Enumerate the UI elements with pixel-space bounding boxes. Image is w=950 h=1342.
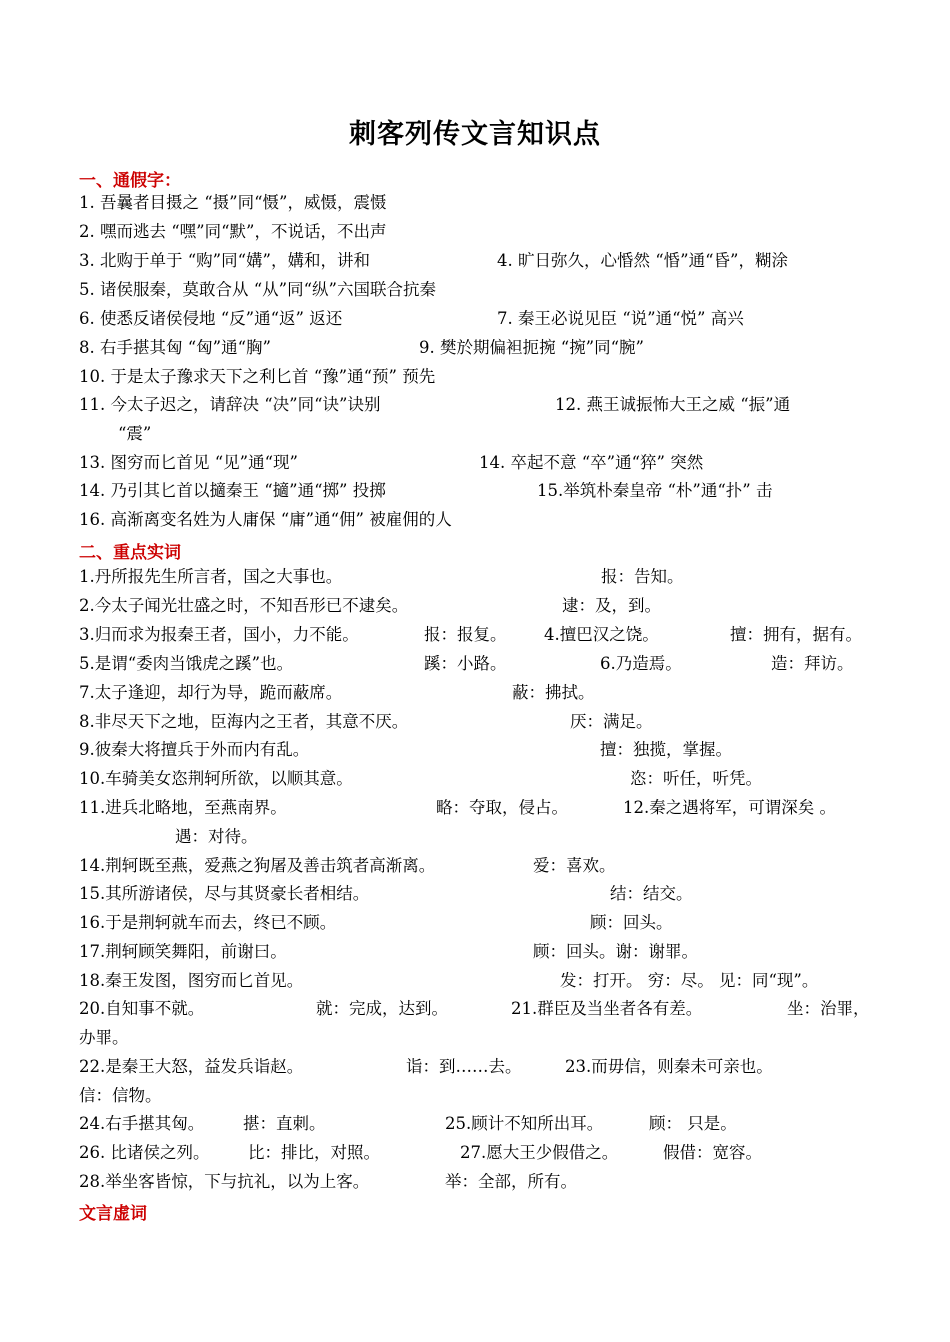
line-text: 11. 今太子迟之，请辞决 “决”同“诀”诀别 [79, 395, 381, 414]
table-row [79, 910, 910, 936]
list-item [79, 248, 910, 274]
list-item [79, 335, 910, 361]
definition: 就：完成，达到。 [316, 999, 448, 1018]
definition: 揕：直刺。 [243, 1114, 326, 1133]
line-text: 10. 于是太子豫求天下之利匕首 “豫”通“预” 预先 [79, 367, 436, 386]
definition: 造：拜访。 [771, 654, 854, 673]
definition: 恣：听任，听凭。 [630, 769, 762, 788]
table-row [79, 968, 910, 994]
sentence: 22.是秦王大怒，益发兵诣赵。 [79, 1057, 304, 1076]
definition: 坐：治罪， [787, 999, 870, 1018]
table-row [79, 1025, 910, 1051]
sentence: 11.进兵北略地，至燕南界。 [79, 798, 287, 817]
line-text: 13. 图穷而匕首见 “见”通“现” [79, 453, 298, 472]
table-row [79, 1140, 910, 1166]
sentence: 6.乃造焉。 [600, 654, 682, 673]
line-text: 7. 秦王必说见臣 “说”通“悦” 高兴 [497, 309, 744, 328]
definition: 爱：喜欢。 [533, 856, 616, 875]
list-item [79, 306, 910, 332]
sentence: 7.太子逢迎，却行为导，跪而蔽席。 [79, 683, 343, 702]
definition: 略：夺取，侵占。 [436, 798, 568, 817]
definition: 遇：对待。 [175, 827, 258, 846]
definition: 报：报复。 [424, 625, 507, 644]
sentence: 16.于是荆轲就车而去，终已不顾。 [79, 913, 337, 932]
sentence: 20.自知事不就。 [79, 999, 205, 1018]
sentence: 14.荆轲既至燕，爱燕之狗屠及善击筑者高渐离。 [79, 856, 436, 875]
line-text: 5. 诸侯服秦，莫敢合从 “从”同“纵”六国联合抗秦 [79, 280, 436, 299]
table-row [79, 853, 910, 879]
page-title: 刺客列传文言知识点 [349, 119, 601, 150]
section-heading-shici: 二、重点实词 [79, 543, 181, 563]
line-text: 4. 旷日弥久，心惛然 “惛”通“昏”，糊涂 [497, 251, 788, 270]
definition: 顾：回头。谢：谢罪。 [533, 942, 698, 961]
line-text: 6. 使悉反诸侯侵地 “反”通“返” 返还 [79, 309, 343, 328]
definition: 顾： 只是。 [649, 1114, 737, 1133]
line-text: 14. 乃引其匕首以擿秦王 “擿”通“掷” 投掷 [79, 481, 386, 500]
line-text: 15.举筑朴秦皇帝 “朴”通“扑” 击 [537, 481, 773, 500]
definition: 假借：宽容。 [663, 1143, 762, 1162]
definition: 发：打开。 穷：尽。 见：同“现”。 [560, 971, 819, 990]
definition: 报：告知。 [601, 567, 684, 586]
table-row [79, 709, 910, 735]
sentence: 28.举坐客皆惊，下与抗礼，以为上客。 [79, 1172, 370, 1191]
sentence: 3.归而求为报秦王者，国小，力不能。 [79, 625, 359, 644]
sentence: 10.车骑美女恣荆轲所欲，以顺其意。 [79, 769, 353, 788]
sentence: 18.秦王发图，图穷而匕首见。 [79, 971, 304, 990]
definition: 逮：及，到。 [562, 596, 661, 615]
table-row [79, 622, 910, 648]
sentence: 9.彼秦大将擅兵于外而内有乱。 [79, 740, 310, 759]
definition: 顾：回头。 [590, 913, 673, 932]
list-item [79, 219, 910, 245]
table-row [79, 939, 910, 965]
line-text: 9. 樊於期偏袒扼捥 “捥”同“腕” [419, 338, 644, 357]
definition: 厌：满足。 [570, 712, 653, 731]
definition: 诣：到……去。 [406, 1057, 522, 1076]
definition: 比：排比，对照。 [248, 1143, 380, 1162]
table-row [79, 795, 910, 821]
definition: 擅：独揽，掌握。 [600, 740, 732, 759]
table-row [79, 680, 910, 706]
list-item [79, 450, 910, 476]
line-text: 1. 吾曩者目摄之 “摄”同“慑”，威慑，震慑 [79, 193, 387, 212]
sentence: 23.而毋信，则秦未可亲也。 [565, 1057, 773, 1076]
list-item [79, 190, 910, 216]
sentence: 4.擅巴汉之饶。 [544, 625, 659, 644]
line-text: 16. 高渐离变名姓为人庸保 “庸”通“佣” 被雇佣的人 [79, 510, 452, 529]
sentence: 27.愿大王少假借之。 [460, 1143, 619, 1162]
table-row [79, 1054, 910, 1080]
line-text: 8. 右手揕其匈 “匈”通“胸” [79, 338, 271, 357]
definition: 办罪。 [79, 1028, 129, 1047]
definition: 蔽：拂拭。 [512, 683, 595, 702]
list-item [79, 364, 910, 390]
sentence: 15.其所游诸侯，尽与其贤豪长者相结。 [79, 884, 370, 903]
sentence: 26. 比诸侯之列。 [79, 1143, 210, 1162]
table-row [79, 1169, 910, 1195]
definition: 蹊：小路。 [424, 654, 507, 673]
table-row [79, 593, 910, 619]
line-text: 14. 卒起不意 “卒”通“猝” 突然 [479, 453, 704, 472]
definition: 信：信物。 [79, 1086, 162, 1105]
table-row [79, 651, 910, 677]
table-row [79, 881, 910, 907]
definition: 擅：拥有，据有。 [730, 625, 862, 644]
list-item [79, 392, 910, 418]
definition: 举：全部，所有。 [445, 1172, 577, 1191]
sentence: 5.是谓“委肉当饿虎之蹊”也。 [79, 654, 294, 673]
line-text: “震” [118, 424, 152, 443]
table-row [79, 996, 910, 1022]
list-item [79, 277, 910, 303]
section-heading-tongjiazi: 一、通假字： [79, 171, 181, 191]
table-row [79, 737, 910, 763]
sentence: 25.顾计不知所出耳。 [445, 1114, 604, 1133]
section-heading-xuci: 文言虚词 [79, 1204, 147, 1224]
sentence: 8.非尽天下之地，臣海内之王者，其意不厌。 [79, 712, 409, 731]
list-item [79, 507, 910, 533]
sentence: 12.秦之遇将军，可谓深矣 。 [623, 798, 836, 817]
list-item [79, 478, 910, 504]
sentence: 24.右手揕其匈。 [79, 1114, 205, 1133]
line-text: 3. 北购于单于 “购”同“媾”，媾和，讲和 [79, 251, 370, 270]
list-item [118, 421, 910, 447]
line-text: 12. 燕王诚振怖大王之威 “振”通 [555, 395, 791, 414]
definition: 结：结交。 [610, 884, 693, 903]
table-row [79, 1083, 910, 1109]
table-row [79, 564, 910, 590]
table-row [79, 766, 910, 792]
sentence: 2.今太子闻光壮盛之时，不知吾形已不逮矣。 [79, 596, 409, 615]
sentence: 17.荆轲顾笑舞阳，前谢曰。 [79, 942, 287, 961]
sentence: 1.丹所报先生所言者，国之大事也。 [79, 567, 343, 586]
table-row [79, 1111, 910, 1137]
sentence: 21.群臣及当坐者各有差。 [511, 999, 703, 1018]
table-row [79, 824, 910, 850]
line-text: 2. 嘿而逃去 “嘿”同“默”，不说话，不出声 [79, 222, 387, 241]
